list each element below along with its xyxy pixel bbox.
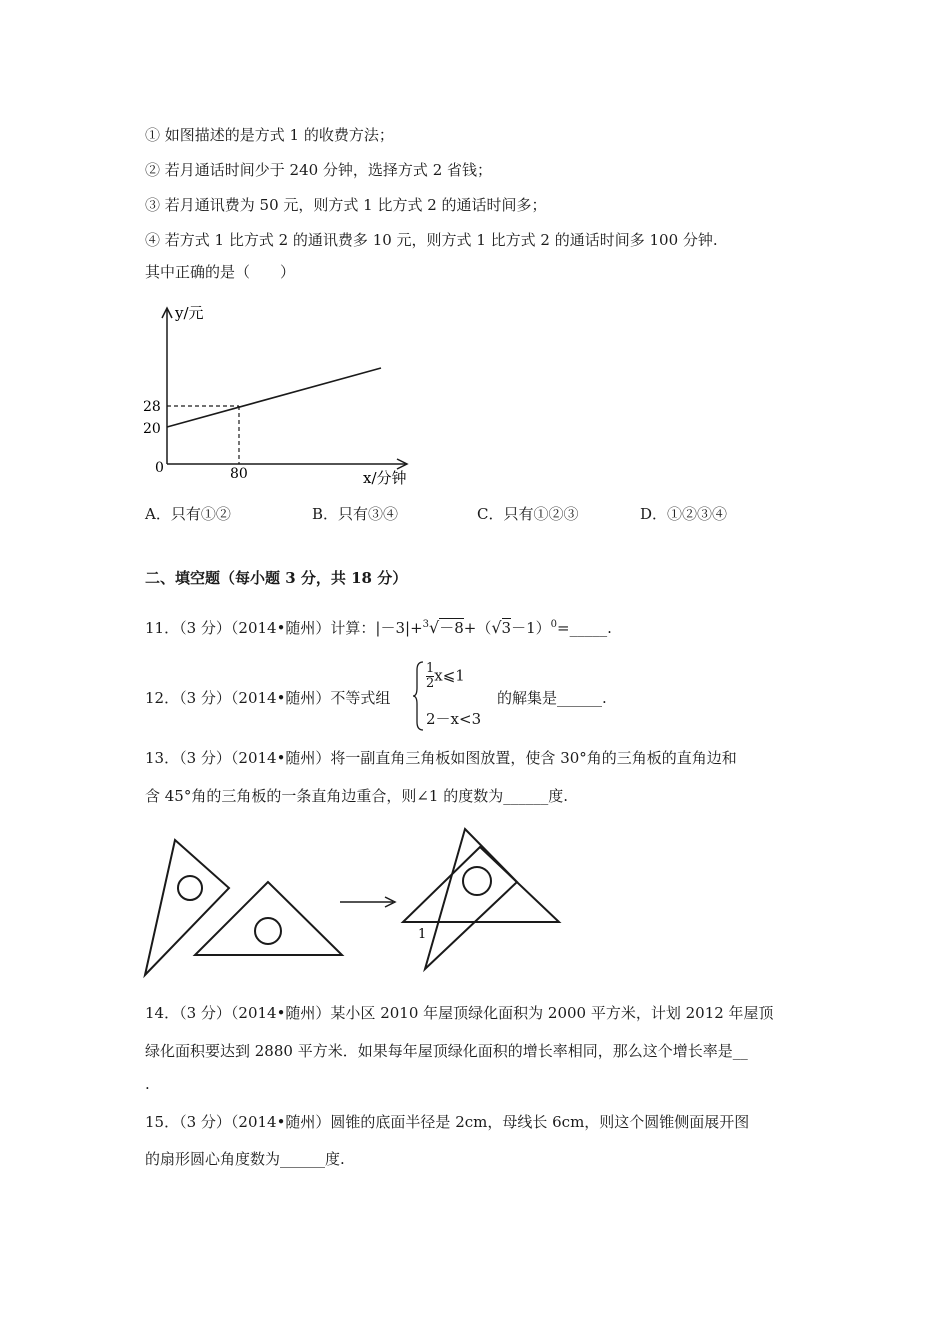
y-axis-label: y/元: [175, 304, 204, 322]
overlap-hole: [463, 867, 491, 895]
question-12-prefix: 12．（3 分）（2014•随州）不等式组: [145, 689, 391, 707]
q12-ineq2: 2－x<3: [426, 710, 482, 728]
question-15-line-2: 的扇形圆心角度数为______度.: [145, 1150, 345, 1168]
question-14-line-3: .: [145, 1075, 150, 1093]
q11-tail: =_____.: [557, 619, 612, 637]
statement-2: ② 若月通话时间少于 240 分钟，选择方式 2 省钱；: [145, 161, 493, 179]
question-14-line-2: 绿化面积要达到 2880 平方米．如果每年屋顶绿化面积的增长率相同，那么这个增长率是__: [145, 1042, 748, 1060]
y-tick-20: 20: [143, 421, 161, 437]
q11-sqrt-arg: 3: [501, 619, 512, 637]
option-b: B．只有③④: [312, 505, 399, 523]
fee-graph: [135, 298, 415, 493]
q12-ineq1: [426, 662, 465, 691]
q12-frac-den: 2: [426, 676, 435, 691]
triangle-45-hole: [255, 918, 281, 944]
q11-root-index: 3: [422, 619, 430, 630]
origin-label: 0: [155, 460, 164, 476]
question-13-line-1: 13．（3 分）（2014•随州）将一副直角三角板如图放置，使含 30°角的三角板的直角边和: [145, 749, 737, 767]
fee-line: [167, 368, 381, 427]
question-13-line-2: 含 45°角的三角板的一条直角边重合，则∠1 的度数为______度.: [145, 787, 569, 805]
q11-mid: +（: [463, 619, 492, 637]
section-title: 二、填空题（每小题 3 分，共 18 分）: [145, 569, 408, 587]
question-12-suffix: 的解集是______.: [497, 689, 607, 707]
option-a: A．只有①②: [145, 505, 231, 523]
triangle-30-right: [425, 829, 517, 969]
statement-4: ④ 若方式 1 比方式 2 的通讯费多 10 元，则方式 1 比方式 2 的通话时间多 100 分钟.: [145, 231, 718, 249]
triangle-figure: [135, 822, 575, 982]
q11-exponent: 0: [550, 619, 558, 630]
q11-radicand: －8: [439, 619, 464, 637]
q12-ineq1-text: x⩽1: [434, 666, 465, 685]
option-c: C．只有①②③: [477, 505, 579, 523]
x-axis-label: x/分钟: [363, 469, 407, 487]
x-tick-80: 80: [230, 466, 248, 482]
triangle-30-hole: [178, 876, 202, 900]
question-14-line-1: 14．（3 分）（2014•随州）某小区 2010 年屋顶绿化面积为 2000 平方米，计划 2012 年屋顶: [145, 1004, 774, 1022]
triangle-45-right: [403, 847, 559, 922]
q12-brace: [412, 660, 426, 732]
angle-1-label: 1: [418, 927, 427, 942]
statement-1: ① 如图描述的是方式 1 的收费方法；: [145, 126, 394, 144]
q11-suffix: －1）: [511, 619, 551, 637]
y-tick-28: 28: [143, 399, 161, 415]
option-d: D．①②③④: [640, 505, 728, 523]
q12-system: [412, 660, 492, 732]
q12-frac-num: 1: [426, 661, 435, 676]
statement-3: ③ 若月通讯费为 50 元，则方式 1 比方式 2 的通话时间多；: [145, 196, 547, 214]
question-11: 11．（3 分）（2014•随州）计算：$|-3|+^3√-8+(√3-1)^0=\_\_\_\_\_$.: [145, 618, 612, 637]
question-15-line-1: 15．（3 分）（2014•随州）圆锥的底面半径是 2cm，母线长 6cm，则这个圆锥侧面展开图: [145, 1113, 750, 1131]
question-prompt: 其中正确的是（ ）: [145, 263, 296, 281]
q11-prefix: 11．（3 分）（2014•随州）计算：|－3|+: [145, 619, 423, 637]
